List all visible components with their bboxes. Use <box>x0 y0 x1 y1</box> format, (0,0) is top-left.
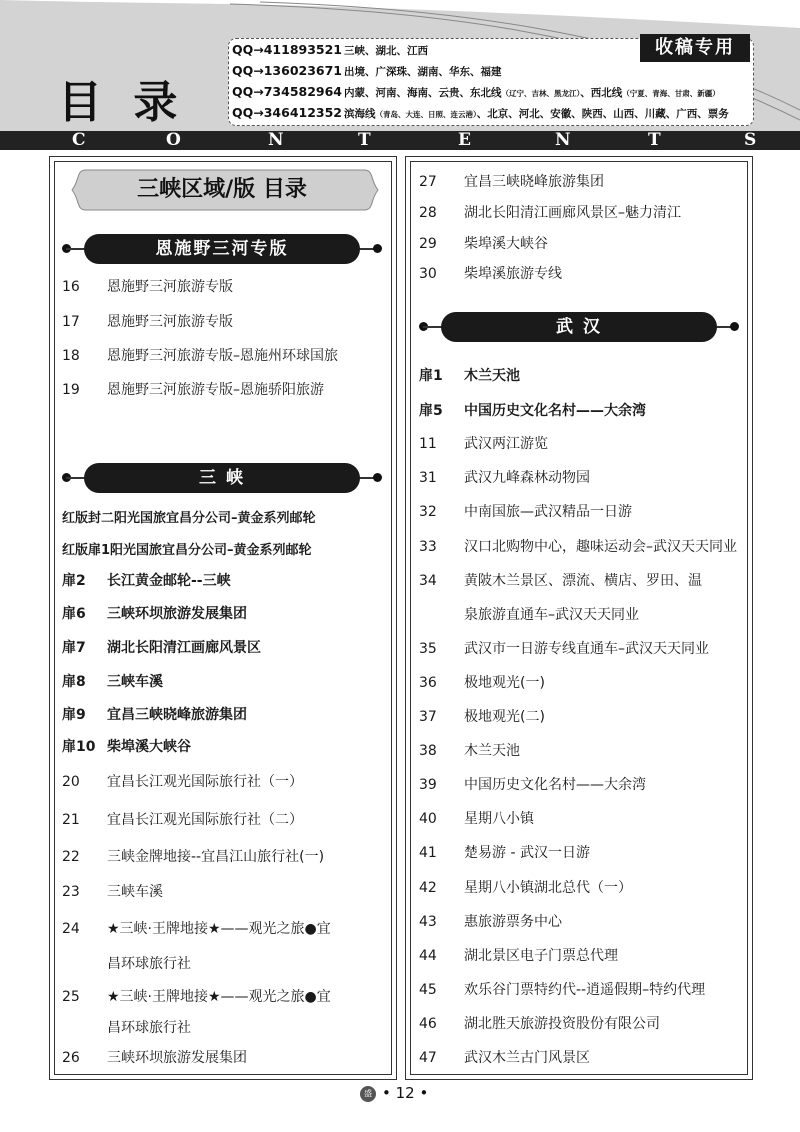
list-item <box>419 467 590 487</box>
contents-bar <box>0 131 800 150</box>
item-title: 湖北长阳清江画廊风景区–魅力清江 <box>464 205 681 221</box>
section-title: 武 汉 <box>441 312 717 342</box>
list-item <box>62 736 191 756</box>
item-title: 黄陂木兰景区、漂流、横店、罗田、温 <box>464 573 702 589</box>
qq-line <box>232 42 428 62</box>
item-page: 25 <box>62 989 80 1005</box>
item-title: 星期八小镇 <box>464 811 534 827</box>
item-title: 木兰天池 <box>464 368 520 384</box>
contents-letter: T <box>648 130 661 150</box>
list-item <box>62 637 261 657</box>
item-page: 扉7 <box>62 640 86 656</box>
item-page: 扉6 <box>62 606 86 622</box>
list-item <box>419 202 681 222</box>
item-title: 昌环球旅行社 <box>107 956 191 972</box>
list-item <box>62 570 231 590</box>
list-item <box>62 704 247 724</box>
item-page: 扉1 <box>419 368 443 384</box>
item-page: 红版扉1 <box>62 543 111 558</box>
list-item <box>419 501 632 521</box>
qq-number: QQ→411893521 <box>232 42 343 57</box>
list-item <box>419 911 562 931</box>
item-title: 欢乐谷门票特约代--逍遥假期–特约代理 <box>464 982 706 998</box>
list-item <box>62 276 233 296</box>
item-title: 三峡金牌地接--宜昌江山旅行社(一) <box>107 849 325 865</box>
item-title: 三峡环坝旅游发展集团 <box>107 1050 247 1066</box>
section-header-wuhan <box>419 312 739 342</box>
item-page: 17 <box>62 314 80 330</box>
list-item <box>419 706 545 726</box>
item-title: 恩施野三河旅游专版 <box>107 314 233 330</box>
list-item <box>62 345 338 365</box>
item-title: 柴埠溪旅游专线 <box>464 266 562 282</box>
list-item <box>419 842 590 862</box>
item-page: 40 <box>419 811 437 827</box>
list-item <box>419 171 604 191</box>
item-title: 恩施野三河旅游专版 <box>107 279 233 295</box>
item-page: 46 <box>419 1016 437 1032</box>
list-item <box>419 365 520 385</box>
page-number: • 12 • <box>382 1084 429 1102</box>
item-page: 11 <box>419 436 437 452</box>
item-page: 22 <box>62 849 80 865</box>
item-title: 武汉九峰森林动物园 <box>464 470 590 486</box>
item-title: ★三峡·王牌地接★——观光之旅●宜 <box>107 989 331 1005</box>
item-title: 长江黄金邮轮--三峡 <box>107 573 231 589</box>
item-title: 中南国旅—武汉精品一日游 <box>464 504 632 520</box>
item-title: 汉口北购物中心，趣味运动会–武汉天天同业 <box>464 539 737 555</box>
list-item <box>62 918 331 938</box>
contents-letter: C <box>72 130 86 150</box>
item-page: 43 <box>419 914 437 930</box>
item-title: 湖北胜天旅游投资股份有限公司 <box>464 1016 660 1032</box>
item-title: 惠旅游票务中心 <box>464 914 562 930</box>
bullet-dot-icon <box>373 244 382 253</box>
bullet-dot-icon <box>730 322 739 331</box>
item-title: 柴埠溪大峡谷 <box>107 739 191 755</box>
item-page: 39 <box>419 777 437 793</box>
item-page: 38 <box>419 743 437 759</box>
item-title: ★三峡·王牌地接★——观光之旅●宜 <box>107 921 331 937</box>
item-title: 阳光国旅宜昌分公司–黄金系列邮轮 <box>110 543 312 558</box>
list-item <box>419 1047 590 1067</box>
item-page: 20 <box>62 774 80 790</box>
qq-areas-after: 、北京、河北、安徽、陕西、山西、川藏、广西、票务 <box>476 108 729 120</box>
qq-areas: 三峡、湖北、江西 <box>344 45 428 57</box>
qq-areas-after: 、西北线 <box>580 87 623 99</box>
item-page: 28 <box>419 205 437 221</box>
section-title: 恩施野三河专版 <box>84 234 360 264</box>
item-page: 31 <box>419 470 437 486</box>
contents-letter: S <box>744 130 757 150</box>
list-item <box>62 507 316 526</box>
item-title: 三峡车溪 <box>107 884 163 900</box>
item-page: 红版封二 <box>62 511 115 526</box>
list-item <box>62 379 324 399</box>
list-item <box>62 603 247 623</box>
list-item <box>419 808 534 828</box>
contents-letter: T <box>358 130 371 150</box>
item-page: 44 <box>419 948 437 964</box>
list-item <box>62 986 331 1006</box>
item-page: 45 <box>419 982 437 998</box>
item-page: 26 <box>62 1050 80 1066</box>
item-title: 中国历史文化名村——大余湾 <box>464 403 646 419</box>
submission-badge: 收稿专用 <box>640 34 750 62</box>
list-item <box>419 433 548 453</box>
item-page: 16 <box>62 279 80 295</box>
item-page: 23 <box>62 884 80 900</box>
publisher-logo-icon: 盛 <box>360 1086 376 1102</box>
item-page: 21 <box>62 812 80 828</box>
list-item <box>62 881 163 901</box>
item-page: 41 <box>419 845 437 861</box>
item-page: 33 <box>419 539 437 555</box>
item-page: 18 <box>62 348 80 364</box>
contents-letter: N <box>555 130 571 150</box>
qq-areas: 出境、广深珠、湖南、华东、福建 <box>344 66 502 78</box>
section-header-enshi <box>62 234 382 264</box>
list-item <box>62 1047 247 1067</box>
bullet-dot-icon <box>373 473 382 482</box>
list-item <box>419 570 702 590</box>
item-page: 扉5 <box>419 403 443 419</box>
qq-line <box>232 63 502 83</box>
item-page: 35 <box>419 641 437 657</box>
item-title: 楚易游 - 武汉一日游 <box>464 845 590 861</box>
item-title: 中国历史文化名村——大余湾 <box>464 777 646 793</box>
list-item-continued <box>419 604 639 624</box>
item-title: 湖北景区电子门票总代理 <box>464 948 618 964</box>
item-title: 宜昌三峡晓峰旅游集团 <box>464 174 604 190</box>
qq-areas-note: （辽宁、吉林、黑龙江） <box>501 89 581 98</box>
item-title: 恩施野三河旅游专版–恩施州环球国旅 <box>107 348 338 364</box>
item-title: 恩施野三河旅游专版–恩施骄阳旅游 <box>107 382 324 398</box>
item-title: 湖北长阳清江画廊风景区 <box>107 640 261 656</box>
item-page: 19 <box>62 382 80 398</box>
item-page: 扉9 <box>62 707 86 723</box>
qq-areas-note: （宁夏、青海、甘肃、新疆） <box>622 89 720 98</box>
list-item <box>62 539 312 558</box>
item-page: 扉8 <box>62 674 86 690</box>
item-title: 昌环球旅行社 <box>107 1020 191 1036</box>
item-title: 宜昌三峡晓峰旅游集团 <box>107 707 247 723</box>
contents-letter: O <box>166 130 181 150</box>
item-page: 30 <box>419 266 437 282</box>
qq-number: QQ→346412352 <box>232 105 343 120</box>
list-item <box>419 877 632 897</box>
item-title: 木兰天池 <box>464 743 520 759</box>
list-item <box>419 945 618 965</box>
list-item <box>419 979 705 999</box>
item-page: 扉10 <box>62 739 96 755</box>
list-item <box>62 809 303 829</box>
list-item <box>62 311 233 331</box>
item-page: 36 <box>419 675 437 691</box>
list-item <box>419 638 709 658</box>
item-title: 泉旅游直通车–武汉天天同业 <box>464 607 639 623</box>
list-item <box>419 1013 660 1033</box>
list-item <box>62 846 324 866</box>
qq-number: QQ→136023671 <box>232 63 343 78</box>
item-title: 阳光国旅宜昌分公司–黄金系列邮轮 <box>114 511 316 526</box>
region-title: 三峡区域/版 目录 <box>137 177 307 202</box>
item-page: 47 <box>419 1050 437 1066</box>
item-title: 星期八小镇湖北总代（一） <box>464 880 632 896</box>
qq-areas: 滨海线 <box>344 108 376 120</box>
item-title: 宜昌长江观光国际旅行社（二） <box>107 812 303 828</box>
item-page: 24 <box>62 921 80 937</box>
item-page: 42 <box>419 880 437 896</box>
qq-line <box>232 84 720 104</box>
contents-letter: N <box>268 130 284 150</box>
contents-letter: E <box>458 130 471 150</box>
item-title: 极地观光(二) <box>464 709 545 725</box>
list-item-continued <box>62 1017 191 1037</box>
item-title: 武汉两江游览 <box>464 436 548 452</box>
list-item <box>419 400 646 420</box>
item-page: 29 <box>419 236 437 252</box>
item-title: 极地观光(一) <box>464 675 545 691</box>
item-title: 柴埠溪大峡谷 <box>464 236 548 252</box>
item-page: 27 <box>419 174 437 190</box>
item-page: 37 <box>419 709 437 725</box>
qq-areas-note: （青岛、大连、日照、连云港） <box>375 110 477 119</box>
list-item <box>419 672 545 692</box>
list-item <box>62 771 303 791</box>
page-header <box>0 0 800 150</box>
list-item <box>419 233 548 253</box>
list-item <box>419 263 562 283</box>
list-item <box>62 671 163 691</box>
section-title: 三 峡 <box>84 463 360 493</box>
list-item <box>419 774 646 794</box>
item-title: 武汉木兰古门风景区 <box>464 1050 590 1066</box>
item-page: 扉2 <box>62 573 86 589</box>
item-page: 34 <box>419 573 437 589</box>
item-title: 宜昌长江观光国际旅行社（一） <box>107 774 303 790</box>
item-title: 三峡车溪 <box>107 674 163 690</box>
qq-line <box>232 105 729 125</box>
section-header-sanxia <box>62 463 382 493</box>
list-item-continued <box>62 953 191 973</box>
list-item <box>419 536 737 556</box>
item-page: 32 <box>419 504 437 520</box>
qq-number: QQ→734582964 <box>232 84 343 99</box>
qq-areas: 内蒙、河南、海南、云贵、东北线 <box>344 87 502 99</box>
list-item <box>419 740 520 760</box>
page-title: 目 录 <box>58 77 186 128</box>
item-title: 三峡环坝旅游发展集团 <box>107 606 247 622</box>
item-title: 武汉市一日游专线直通车–武汉天天同业 <box>464 641 709 657</box>
